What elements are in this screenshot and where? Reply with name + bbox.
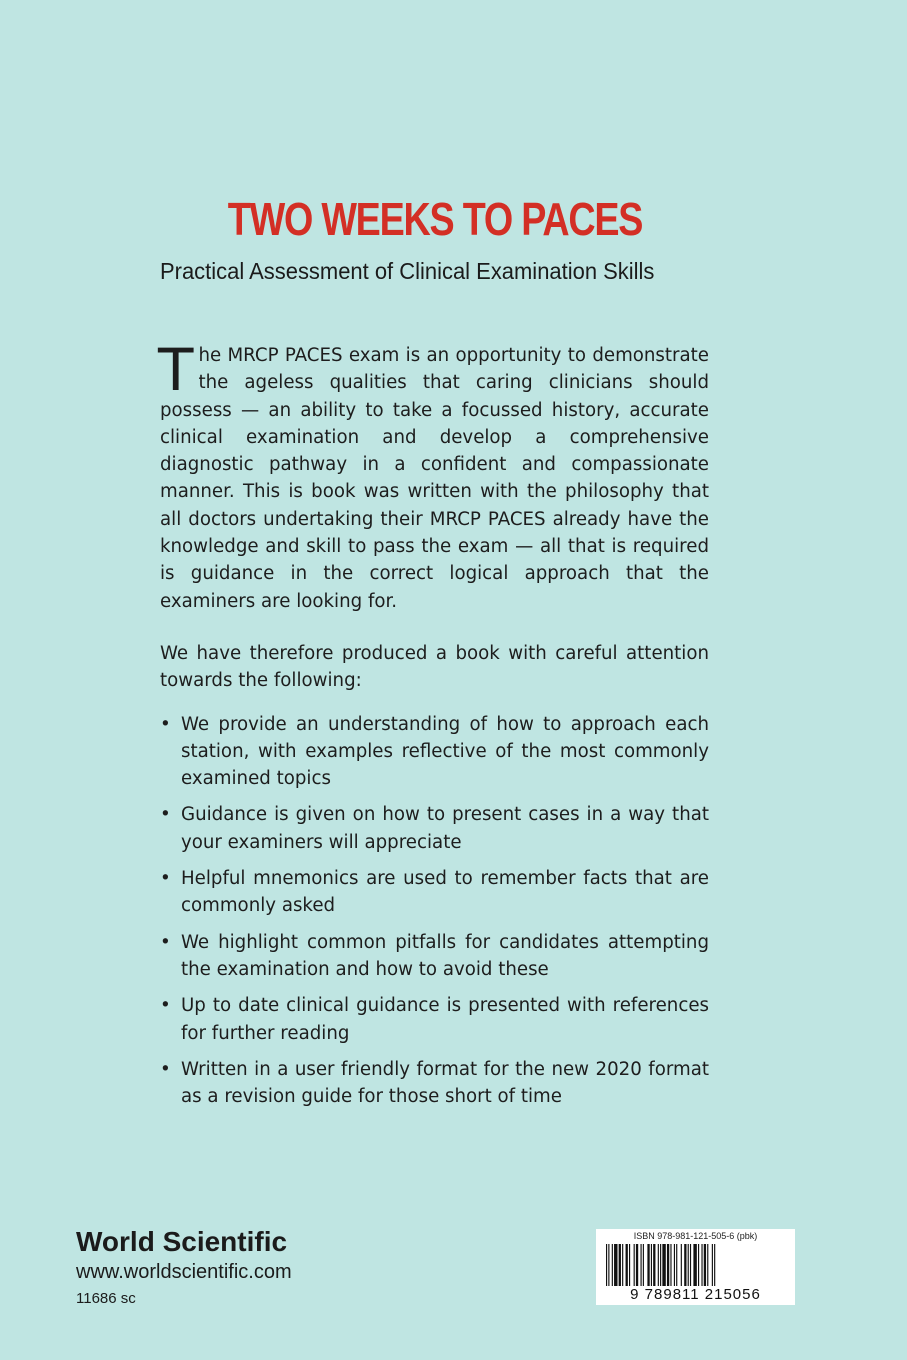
bullet-icon: • [160, 995, 171, 1017]
isbn-barcode [596, 1229, 795, 1305]
list-item-text: Helpful mnemonics are used to remember facts that are commonly asked [181, 868, 709, 917]
barcode-digits: 9 789811 215056 [630, 1286, 761, 1303]
intro-text: he MRCP PACES exam is an opportunity to demonstrate the ageless qualities that caring clinicians should possess — an ability to take a focussed history, accurate clinical examination and develop a comprehensive diagnostic pathway in a confident and compassionate manner. This is book was written with the philosophy that all doctors undertaking their MRCP PACES already have the knowledge and skill to pass the exam — all that is required is guidance in the correct logical approach that the examiners are looking for. [160, 345, 709, 612]
list-item [160, 801, 709, 856]
bullet-icon: • [160, 713, 171, 735]
bullet-icon: • [160, 868, 171, 890]
bullet-icon: • [160, 1058, 171, 1080]
book-subtitle: Practical Assessment of Clinical Examination Skills [160, 258, 655, 284]
list-item [160, 992, 709, 1047]
isbn-label: ISBN 978-981-121-505-6 (pbk) [633, 1231, 758, 1241]
barcode-icon [606, 1244, 785, 1286]
intro-paragraph [158, 336, 709, 615]
list-item [160, 1056, 709, 1111]
bullet-icon: • [160, 804, 171, 826]
list-item-text: Up to date clinical guidance is presented with references for further reading [181, 995, 709, 1044]
list-item-text: Guidance is given on how to present cases in a way that your examiners will appreciate [181, 804, 709, 853]
publisher-name: World Scientific [76, 1226, 288, 1257]
product-code: 11686 sc [76, 1290, 136, 1307]
list-item-text: We highlight common pitfalls for candidates attempting the examination and how to avoid these [181, 931, 709, 980]
book-title: TWO WEEKS TO PACES [227, 193, 643, 245]
feature-list [160, 711, 709, 1111]
publisher-website: www.worldscientific.com [76, 1261, 292, 1283]
drop-cap: T [158, 336, 194, 404]
list-item-text: We provide an understanding of how to approach each station, with examples reflective of the most commonly examined topics [181, 713, 709, 790]
list-item [160, 929, 709, 984]
list-item-text: Written in a user friendly format for the new 2020 format as a revision guide for those short of time [181, 1058, 709, 1108]
bullet-icon: • [160, 931, 171, 953]
list-item [160, 865, 709, 920]
lead-paragraph: We have therefore produced a book with careful attention towards the following: [160, 642, 709, 692]
blurb-column [158, 336, 709, 1119]
list-item [160, 711, 709, 793]
